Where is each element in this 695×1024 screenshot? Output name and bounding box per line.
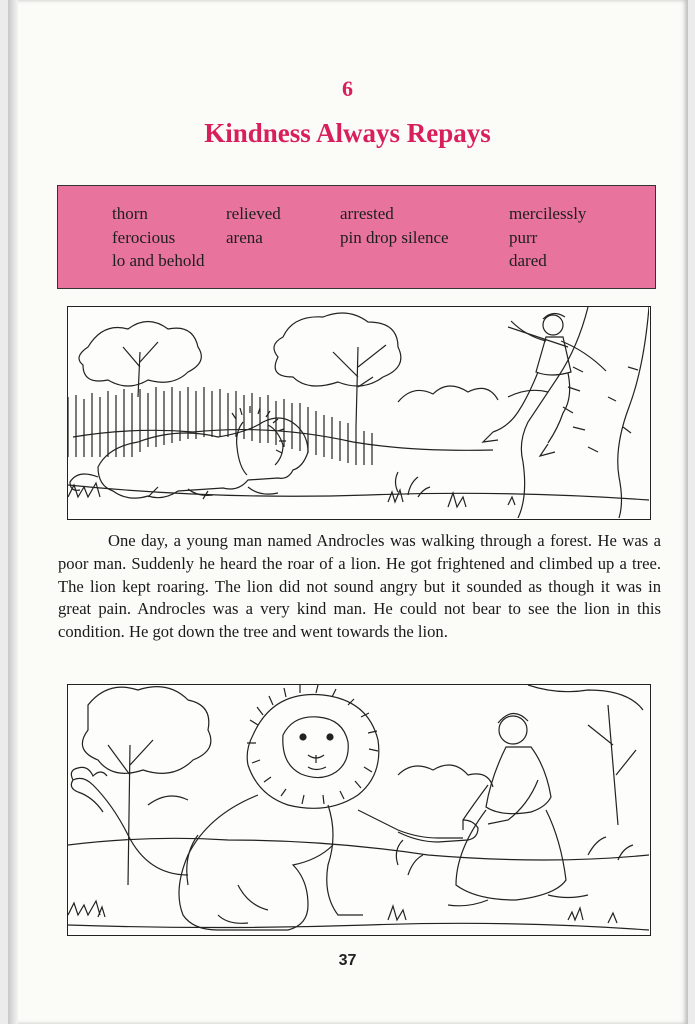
vocab-word-lo-and-behold: lo and behold bbox=[112, 251, 205, 270]
vocab-word-arrested: arrested bbox=[340, 204, 394, 223]
vocab-word-relieved: relieved bbox=[226, 204, 281, 223]
page-number: 37 bbox=[338, 952, 357, 969]
vocab-word-pin-drop-silence: pin drop silence bbox=[340, 228, 449, 247]
chapter-number: 6 bbox=[342, 76, 353, 101]
vocab-word-thorn: thorn bbox=[112, 204, 148, 223]
chapter-title: Kindness Always Repays bbox=[204, 118, 491, 148]
illustration-lion-and-man-in-tree bbox=[67, 306, 651, 520]
vocab-word-mercilessly: mercilessly bbox=[509, 204, 587, 223]
illustration-drawing-2 bbox=[68, 685, 649, 934]
vocab-word-arena: arena bbox=[226, 228, 263, 247]
story-paragraph: One day, a young man named Androcles was walking through a forest. He was a poor man. Suddenly he heard the roar of a lion. He got frightened and climbed up a tree. The lion kept roaring. The lion did not sound angry but it sounded as though it was in great pain. Androcles was a very kind man. He could not bear to see the lion in this condition. He got down the tree and went towards the lion. bbox=[58, 531, 661, 642]
vocab-word-ferocious: ferocious bbox=[112, 228, 176, 247]
illustration-drawing-1 bbox=[68, 307, 649, 518]
vocab-word-dared: dared bbox=[509, 251, 547, 270]
vocab-word-purr: purr bbox=[509, 228, 538, 247]
vocabulary-box bbox=[57, 185, 656, 289]
page-edge-shadow bbox=[8, 0, 18, 1024]
illustration-man-helping-lion bbox=[67, 684, 651, 936]
